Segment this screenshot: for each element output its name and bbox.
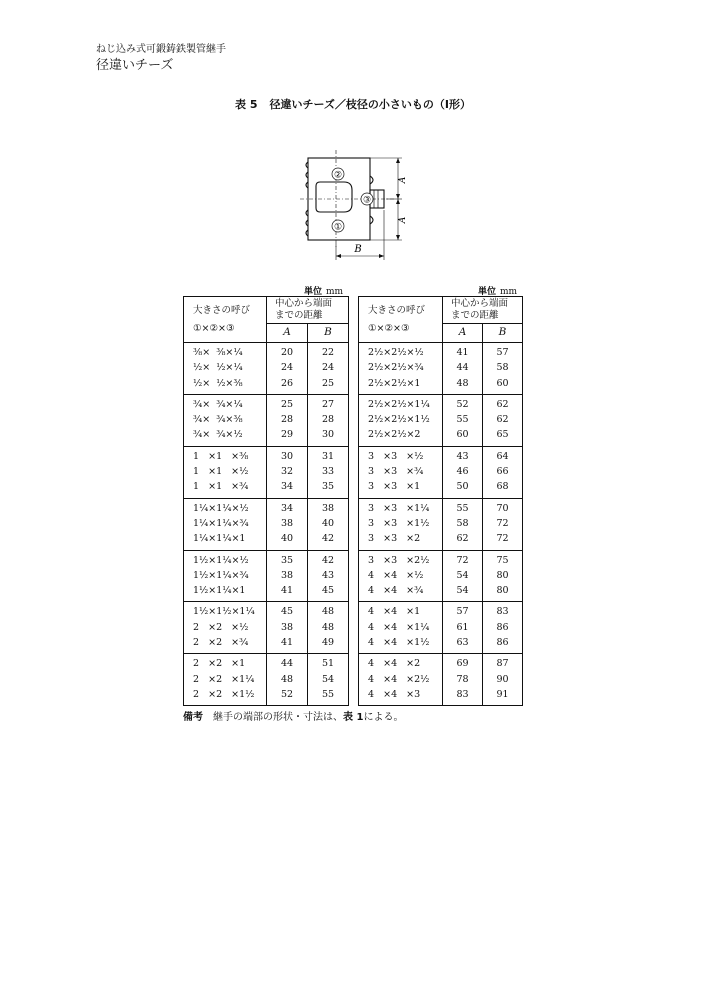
size-cell: 2½×2½×¾	[359, 360, 443, 375]
table-row	[359, 602, 523, 620]
size-cell: 1½×1½×1¼	[184, 602, 267, 620]
table-row	[359, 672, 523, 687]
table-row	[359, 516, 523, 531]
table-title: 径違いチーズ／枝径の小さいもの（Ⅰ形）	[269, 98, 472, 111]
dimension-a-cell: 30	[267, 446, 308, 464]
size-cell: 2½×2½×1½	[359, 412, 443, 427]
table-row	[184, 654, 349, 672]
dimension-b-cell: 57	[483, 343, 523, 361]
size-cell: 4 ×4 ×2½	[359, 672, 443, 687]
size-cell: 3 ×3 ×¾	[359, 464, 443, 479]
column-a-header: A	[443, 324, 483, 343]
distance-header	[443, 297, 523, 324]
table-row	[359, 376, 523, 395]
size-cell: 2 ×2 ×1½	[184, 687, 267, 706]
dimension-b-cell: 68	[483, 479, 523, 498]
dimension-a-cell: 46	[443, 464, 483, 479]
distance-header-line2: までの距離	[275, 310, 323, 321]
dimension-a-upper-label: A	[398, 176, 408, 184]
size-cell: 1¼×1¼×½	[184, 498, 267, 516]
unit-title: 単位	[478, 287, 497, 297]
table-row	[184, 531, 349, 550]
size-cell: 2 ×2 ×½	[184, 620, 267, 635]
dimension-b-cell: 51	[308, 654, 349, 672]
table-row	[359, 427, 523, 446]
table-row	[184, 516, 349, 531]
dimension-b-cell: 64	[483, 446, 523, 464]
tee-fitting-diagram	[290, 148, 410, 266]
dimension-a-cell: 54	[443, 583, 483, 602]
table-row	[359, 583, 523, 602]
dimension-a-cell: 44	[267, 654, 308, 672]
size-cell: 2 ×2 ×1¼	[184, 672, 267, 687]
dimension-b-cell: 38	[308, 498, 349, 516]
dimension-a-cell: 48	[267, 672, 308, 687]
table-caption	[0, 96, 706, 112]
distance-header-line1: 中心から端面	[451, 298, 509, 310]
dimension-a-cell: 78	[443, 672, 483, 687]
distance-header	[267, 297, 349, 324]
dimension-a-cell: 45	[267, 602, 308, 620]
size-cell: 2½×2½×1¼	[359, 394, 443, 412]
size-cell: ½× ½×⅜	[184, 376, 267, 395]
table-row	[184, 376, 349, 395]
size-cell: 1 ×1 ×½	[184, 464, 267, 479]
note-label: 備考	[183, 712, 203, 723]
table-row	[359, 498, 523, 516]
table-row	[184, 672, 349, 687]
table-row	[359, 635, 523, 654]
size-cell: 2 ×2 ×1	[184, 654, 267, 672]
table-row	[359, 550, 523, 568]
dimension-b-cell: 54	[308, 672, 349, 687]
dimension-b-cell: 42	[308, 531, 349, 550]
size-cell: 1½×1¼×½	[184, 550, 267, 568]
dimension-b-cell: 75	[483, 550, 523, 568]
dimension-a-cell: 63	[443, 635, 483, 654]
table-row	[184, 427, 349, 446]
dimension-a-cell: 24	[267, 360, 308, 375]
dimension-a-cell: 52	[267, 687, 308, 706]
table-note	[183, 708, 403, 723]
table-row	[184, 412, 349, 427]
dimension-a-cell: 48	[443, 376, 483, 395]
dimension-b-cell: 86	[483, 635, 523, 654]
size-cell: 4 ×4 ×¾	[359, 583, 443, 602]
size-cell: 1¼×1¼×1	[184, 531, 267, 550]
size-cell: 4 ×4 ×1	[359, 602, 443, 620]
dimension-b-cell: 30	[308, 427, 349, 446]
dimension-b-cell: 35	[308, 479, 349, 498]
dimensions-table-right	[358, 296, 523, 706]
size-cell: 3 ×3 ×1¼	[359, 498, 443, 516]
dimension-b-cell: 22	[308, 343, 349, 361]
distance-header-line2: までの距離	[451, 310, 499, 321]
size-header	[184, 297, 267, 343]
dimension-a-cell: 58	[443, 516, 483, 531]
table-row	[359, 620, 523, 635]
table-row	[359, 479, 523, 498]
dimension-a-cell: 83	[443, 687, 483, 706]
table-row	[184, 687, 349, 706]
size-header-line1: 大きさの呼び	[368, 304, 426, 316]
table-row	[184, 360, 349, 375]
table-row	[359, 343, 523, 361]
dimension-b-cell: 43	[308, 568, 349, 583]
dimension-a-cell: 35	[267, 550, 308, 568]
column-b-header: B	[483, 324, 523, 343]
table-row	[184, 550, 349, 568]
size-cell: 1½×1¼×¾	[184, 568, 267, 583]
dimension-b-cell: 66	[483, 464, 523, 479]
dimension-b-cell: 31	[308, 446, 349, 464]
dimension-b-cell: 24	[308, 360, 349, 375]
dimension-b-cell: 62	[483, 394, 523, 412]
dimension-b-label: B	[354, 244, 362, 255]
column-b-header: B	[308, 324, 349, 343]
table-row	[359, 412, 523, 427]
dimension-b-cell: 62	[483, 412, 523, 427]
dimension-b-cell: 80	[483, 568, 523, 583]
table-row	[184, 394, 349, 412]
dimension-b-cell: 87	[483, 654, 523, 672]
dimension-b-cell: 48	[308, 620, 349, 635]
document-series-title: ねじ込み式可鍛鋳鉄製管継手	[96, 44, 226, 55]
size-cell: 2½×2½×1	[359, 376, 443, 395]
dimension-a-cell: 26	[267, 376, 308, 395]
dimension-b-cell: 58	[483, 360, 523, 375]
size-cell: 3 ×3 ×2½	[359, 550, 443, 568]
table-row	[359, 531, 523, 550]
size-cell: ⅜× ⅜×¼	[184, 343, 267, 361]
dimension-a-cell: 41	[443, 343, 483, 361]
dimension-b-cell: 70	[483, 498, 523, 516]
size-cell: 2½×2½×½	[359, 343, 443, 361]
dimension-b-cell: 45	[308, 583, 349, 602]
table-row	[359, 360, 523, 375]
dimension-a-cell: 44	[443, 360, 483, 375]
dimension-b-cell: 28	[308, 412, 349, 427]
table-row	[184, 446, 349, 464]
size-cell: 1 ×1 ×⅜	[184, 446, 267, 464]
unit-title: 単位	[304, 287, 323, 297]
dimension-b-cell: 80	[483, 583, 523, 602]
table-row	[184, 343, 349, 361]
table-row	[359, 464, 523, 479]
table-row	[184, 635, 349, 654]
size-cell: 4 ×4 ×1½	[359, 635, 443, 654]
dimension-b-cell: 72	[483, 531, 523, 550]
dimension-a-cell: 38	[267, 516, 308, 531]
note-text-after: による。	[363, 712, 404, 723]
size-cell: 4 ×4 ×3	[359, 687, 443, 706]
dimension-a-cell: 28	[267, 412, 308, 427]
dimension-a-cell: 41	[267, 583, 308, 602]
dimension-a-cell: 69	[443, 654, 483, 672]
size-header	[359, 297, 443, 343]
dimension-a-cell: 38	[267, 620, 308, 635]
dimension-a-cell: 40	[267, 531, 308, 550]
size-cell: 1½×1¼×1	[184, 583, 267, 602]
size-cell: ½× ½×¼	[184, 360, 267, 375]
table-row	[184, 568, 349, 583]
dimension-a-cell: 72	[443, 550, 483, 568]
dimension-a-cell: 41	[267, 635, 308, 654]
table-number: 表 5	[234, 98, 258, 111]
dimension-a-cell: 60	[443, 427, 483, 446]
dimension-a-cell: 20	[267, 343, 308, 361]
dimension-a-cell: 54	[443, 568, 483, 583]
table-row	[359, 446, 523, 464]
size-cell: 3 ×3 ×2	[359, 531, 443, 550]
table-row	[359, 568, 523, 583]
dimension-a-lower-label: A	[398, 216, 408, 224]
dimension-b-cell: 40	[308, 516, 349, 531]
dimension-a-cell: 34	[267, 479, 308, 498]
dimension-b-cell: 33	[308, 464, 349, 479]
dimension-b-cell: 72	[483, 516, 523, 531]
dimension-b-cell: 91	[483, 687, 523, 706]
dimension-a-cell: 50	[443, 479, 483, 498]
size-cell: 2½×2½×2	[359, 427, 443, 446]
dimension-b-cell: 86	[483, 620, 523, 635]
port-1-label: ①	[333, 222, 343, 233]
column-a-header: A	[267, 324, 308, 343]
dimension-a-cell: 38	[267, 568, 308, 583]
table-row	[359, 687, 523, 706]
size-cell: 3 ×3 ×1	[359, 479, 443, 498]
dimension-a-cell: 34	[267, 498, 308, 516]
dimensions-table-left	[183, 296, 349, 706]
size-cell: 2 ×2 ×¾	[184, 635, 267, 654]
document-section-title: 径違いチーズ	[96, 58, 174, 73]
distance-header-line1: 中心から端面	[275, 298, 333, 310]
dimension-a-cell: 57	[443, 602, 483, 620]
dimension-b-cell: 25	[308, 376, 349, 395]
note-table-reference: 表 1	[343, 712, 364, 723]
unit-value: mm	[500, 287, 518, 297]
table-row	[184, 479, 349, 498]
dimension-a-cell: 25	[267, 394, 308, 412]
size-header-line2: ①×②×③	[368, 322, 410, 334]
inner-bore	[316, 182, 352, 212]
size-header-line1: 大きさの呼び	[193, 304, 251, 316]
size-cell: 4 ×4 ×2	[359, 654, 443, 672]
dimension-a-cell: 52	[443, 394, 483, 412]
dimension-a-cell: 32	[267, 464, 308, 479]
port-3-label: ③	[362, 195, 372, 206]
dimension-a-cell: 61	[443, 620, 483, 635]
port-2-label: ②	[333, 170, 343, 181]
dimension-b-cell: 90	[483, 672, 523, 687]
table-row	[184, 602, 349, 620]
dimension-a-cell: 43	[443, 446, 483, 464]
size-cell: 1¼×1¼×¾	[184, 516, 267, 531]
unit-value: mm	[326, 287, 344, 297]
size-cell: 3 ×3 ×½	[359, 446, 443, 464]
note-text-before: 継手の端部の形状・寸法は、	[213, 712, 343, 723]
table-row	[184, 620, 349, 635]
dimension-b-cell: 49	[308, 635, 349, 654]
dimension-a-cell: 55	[443, 412, 483, 427]
dimension-a-cell: 29	[267, 427, 308, 446]
size-cell: 4 ×4 ×1¼	[359, 620, 443, 635]
dimension-b-cell: 42	[308, 550, 349, 568]
dimension-b-cell: 55	[308, 687, 349, 706]
size-header-line2: ①×②×③	[193, 322, 235, 334]
dimension-a-cell: 55	[443, 498, 483, 516]
size-cell: ¾× ¾×½	[184, 427, 267, 446]
size-cell: ¾× ¾×⅜	[184, 412, 267, 427]
dimension-b-cell: 48	[308, 602, 349, 620]
size-cell: 4 ×4 ×½	[359, 568, 443, 583]
dimension-b-cell: 83	[483, 602, 523, 620]
dimension-b-cell: 27	[308, 394, 349, 412]
table-row	[184, 464, 349, 479]
dimension-a-cell: 62	[443, 531, 483, 550]
size-cell: 3 ×3 ×1½	[359, 516, 443, 531]
dimension-b-cell: 60	[483, 376, 523, 395]
size-cell: ¾× ¾×¼	[184, 394, 267, 412]
size-cell: 1 ×1 ×¾	[184, 479, 267, 498]
table-row	[359, 394, 523, 412]
dimension-b-cell: 65	[483, 427, 523, 446]
table-row	[184, 498, 349, 516]
table-row	[359, 654, 523, 672]
table-row	[184, 583, 349, 602]
